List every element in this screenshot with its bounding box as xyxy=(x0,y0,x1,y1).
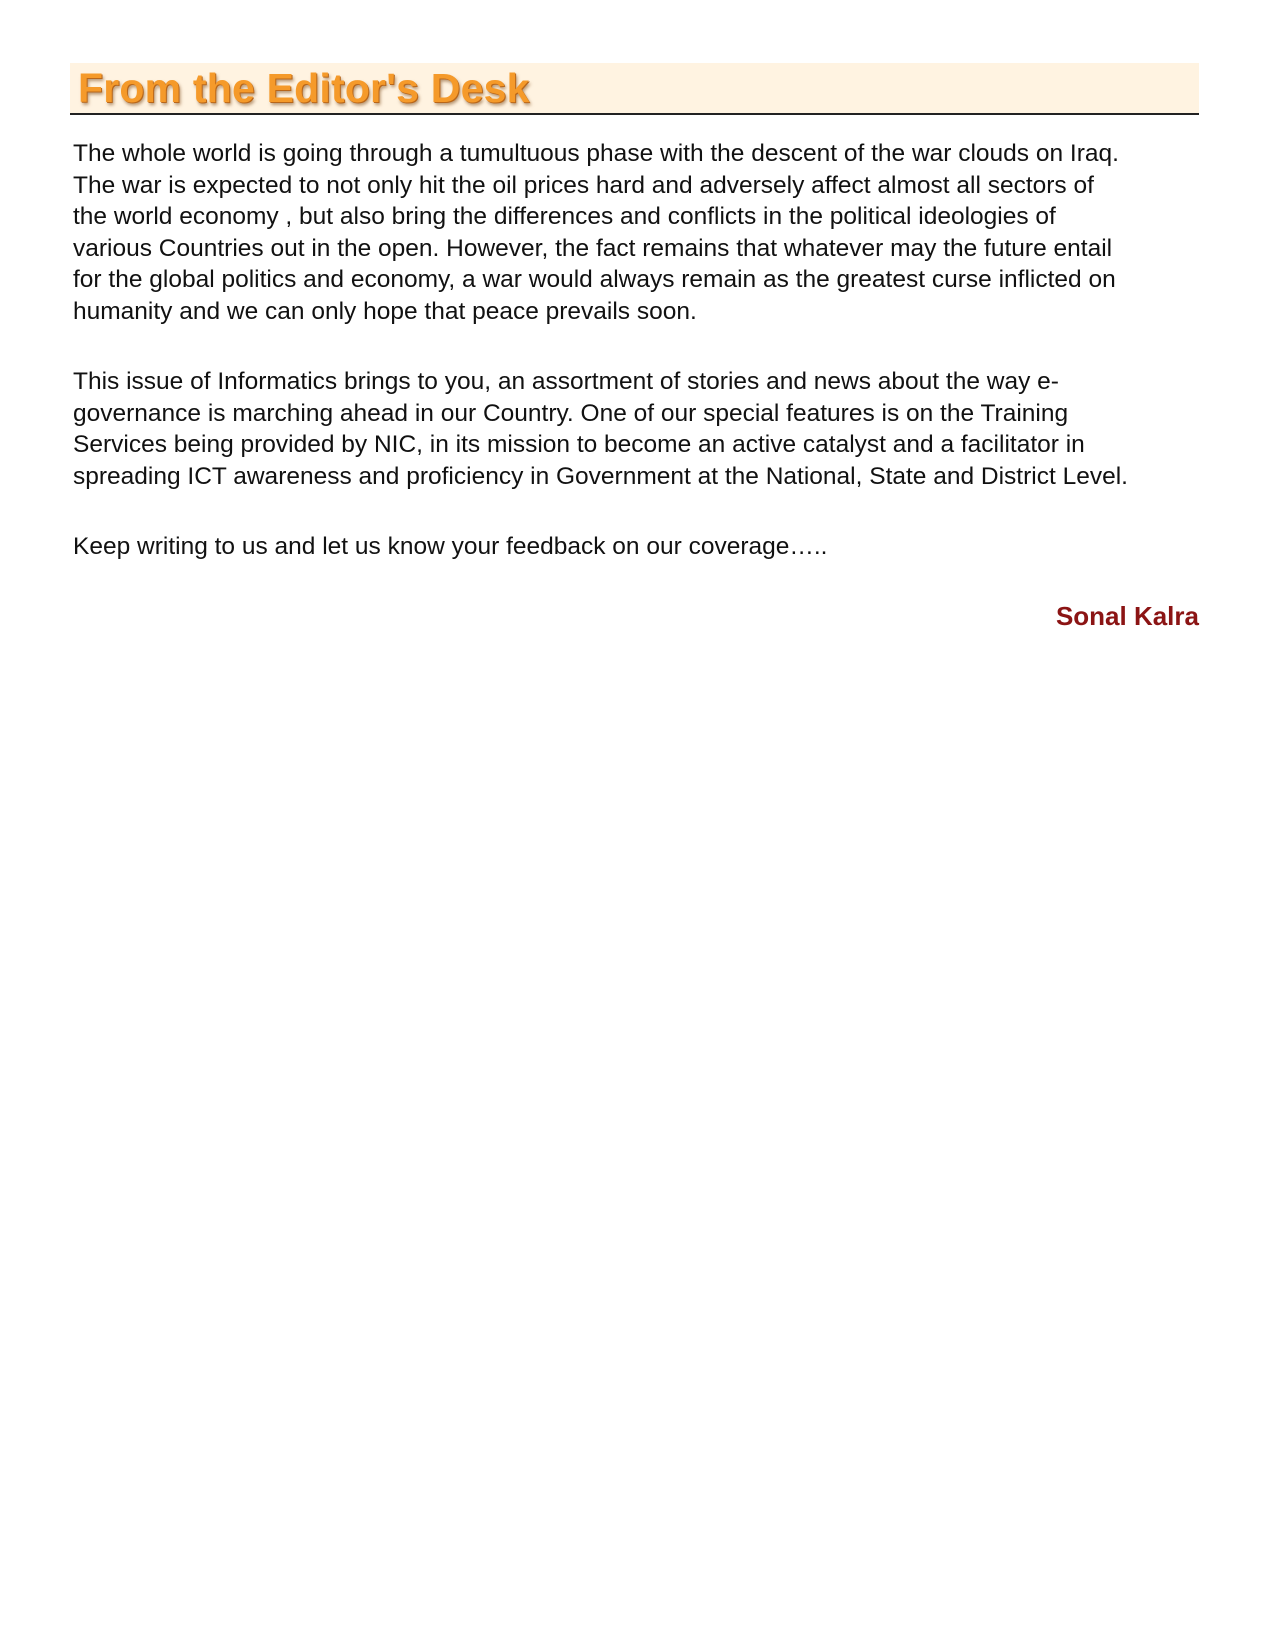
editor-signature: Sonal Kalra xyxy=(1055,601,1199,631)
text-line: spreading ICT awareness and proficiency in Government at the National, State and District Level. xyxy=(73,462,1128,490)
text-line: humanity and we can only hope that peace prevails soon. xyxy=(73,297,697,325)
text-line: This issue of Informatics brings to you, an assortment of stories and news about the way e- xyxy=(73,368,1059,395)
paragraph-intro xyxy=(73,138,1213,327)
text-line: the world economy , but also bring the differences and conflicts in the political ideologies of xyxy=(73,203,1056,230)
header-band xyxy=(70,63,1199,115)
text-line: various Countries out in the open. However, the fact remains that whatever may the future entail xyxy=(73,234,1113,262)
text-line: The war is expected to not only hit the oil prices hard and adversely affect almost all sectors of xyxy=(73,171,1094,199)
text-line: Services being provided by NIC, in its mission to become an active catalyst and a facilitator in xyxy=(73,431,1085,458)
text-line: Keep writing to us and let us know your feedback on our coverage….. xyxy=(73,533,828,560)
text-line: for the global politics and economy, a war would always remain as the greatest curse inflicted on xyxy=(73,266,1116,293)
paragraph-closing xyxy=(73,531,1213,563)
text-line: The whole world is going through a tumultuous phase with the descent of the war clouds on Iraq. xyxy=(73,140,1119,167)
page-title: From the Editor's Desk xyxy=(78,65,530,111)
paragraph-issue-summary xyxy=(73,366,1213,492)
text-line: governance is marching ahead in our Country. One of our special features is on the Training xyxy=(73,399,1069,427)
